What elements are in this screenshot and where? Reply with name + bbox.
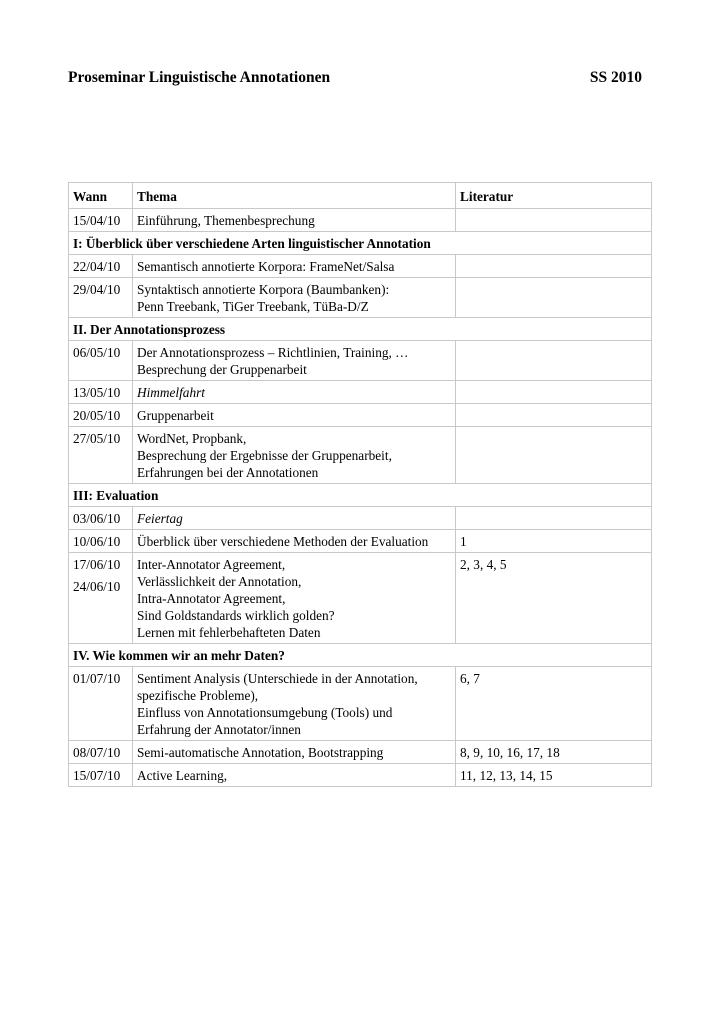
table-header-row	[69, 183, 652, 209]
literature-cell: 1	[456, 530, 652, 553]
topic-line: WordNet, Propbank,	[137, 431, 247, 446]
literature-cell	[456, 341, 652, 381]
topic-cell	[133, 764, 456, 787]
date-text: 08/07/10	[73, 745, 121, 760]
literature-cell	[456, 381, 652, 404]
topic-line: Überblick über verschiedene Methoden der Evaluation	[137, 534, 429, 549]
table-row	[69, 381, 652, 404]
literature-cell: 11, 12, 13, 14, 15	[456, 764, 652, 787]
literature-cell	[456, 427, 652, 484]
topic-line: Active Learning,	[137, 768, 228, 783]
date-cell	[69, 209, 133, 232]
date-cell	[69, 381, 133, 404]
table-row	[69, 530, 652, 553]
table-row	[69, 209, 652, 232]
date-text: 01/07/10	[73, 671, 121, 686]
topic-cell	[133, 427, 456, 484]
schedule-table	[68, 182, 652, 787]
date-text: 13/05/10	[73, 385, 121, 400]
topic-line: Penn Treebank, TiGer Treebank, TüBa-D/Z	[137, 299, 369, 314]
date-cell	[69, 278, 133, 318]
table-row	[69, 667, 652, 741]
topic-line: Erfahrungen bei der Annotationen	[137, 465, 319, 480]
date-text: 22/04/10	[73, 259, 121, 274]
table-row	[69, 427, 652, 484]
topic-line: Einführung, Themenbesprechung	[137, 213, 315, 228]
column-header-thema: Thema	[133, 183, 456, 209]
section-row	[69, 232, 652, 255]
date-cell	[69, 553, 133, 644]
date-text: 20/05/10	[73, 408, 121, 423]
section-heading: IV. Wie kommen wir an mehr Daten?	[69, 644, 652, 667]
table-row	[69, 278, 652, 318]
date-cell	[69, 404, 133, 427]
date-cell	[69, 764, 133, 787]
date-cell	[69, 427, 133, 484]
topic-cell	[133, 341, 456, 381]
topic-cell	[133, 404, 456, 427]
topic-cell	[133, 209, 456, 232]
topic-line: Besprechung der Gruppenarbeit	[137, 362, 307, 377]
topic-cell	[133, 381, 456, 404]
topic-line: Lernen mit fehlerbehafteten Daten	[137, 625, 321, 640]
date-text: 29/04/10	[73, 282, 121, 297]
table-row	[69, 553, 652, 644]
literature-cell	[456, 507, 652, 530]
date-text: 06/05/10	[73, 345, 121, 360]
topic-cell	[133, 667, 456, 741]
table-row	[69, 404, 652, 427]
table-row	[69, 507, 652, 530]
date-cell	[69, 667, 133, 741]
literature-cell: 6, 7	[456, 667, 652, 741]
date-cell	[69, 530, 133, 553]
topic-cell	[133, 278, 456, 318]
literature-cell	[456, 209, 652, 232]
topic-line: Sind Goldstandards wirklich golden?	[137, 608, 335, 623]
section-heading: II. Der Annotationsprozess	[69, 318, 652, 341]
date-text: 15/07/10	[73, 768, 121, 783]
topic-line: Gruppenarbeit	[137, 408, 214, 423]
topic-line: Inter-Annotator Agreement,	[137, 557, 286, 572]
literature-cell	[456, 255, 652, 278]
date-text: 27/05/10	[73, 431, 121, 446]
table-row	[69, 255, 652, 278]
topic-cell	[133, 553, 456, 644]
column-header-literatur: Literatur	[456, 183, 652, 209]
topic-line: Himmelfahrt	[137, 385, 205, 400]
table-row	[69, 741, 652, 764]
section-heading: III: Evaluation	[69, 484, 652, 507]
literature-cell: 2, 3, 4, 5	[456, 553, 652, 644]
topic-line: Syntaktisch annotierte Korpora (Baumbanken):	[137, 282, 390, 297]
topic-line: Semi-automatische Annotation, Bootstrapping	[137, 745, 384, 760]
topic-line: Sentiment Analysis (Unterschiede in der Annotation,	[137, 671, 418, 686]
topic-line: Einfluss von Annotationsumgebung (Tools) und	[137, 705, 393, 720]
topic-cell	[133, 741, 456, 764]
topic-cell	[133, 255, 456, 278]
topic-line: spezifische Probleme),	[137, 688, 259, 703]
date-cell	[69, 741, 133, 764]
column-header-wann: Wann	[69, 183, 133, 209]
page-header	[68, 69, 642, 87]
section-row	[69, 644, 652, 667]
table-row	[69, 764, 652, 787]
topic-line: Der Annotationsprozess – Richtlinien, Training, …	[137, 345, 409, 360]
date-text: 17/06/10	[73, 557, 121, 572]
semester-label: SS 2010	[589, 69, 642, 86]
topic-cell	[133, 507, 456, 530]
topic-line: Erfahrung der Annotator/innen	[137, 722, 301, 737]
section-row	[69, 318, 652, 341]
date-text: 15/04/10	[73, 213, 121, 228]
topic-line: Besprechung der Ergebnisse der Gruppenarbeit,	[137, 448, 392, 463]
topic-line: Semantisch annotierte Korpora: FrameNet/Salsa	[137, 259, 395, 274]
literature-cell	[456, 404, 652, 427]
topic-cell	[133, 530, 456, 553]
section-heading: I: Überblick über verschiedene Arten linguistischer Annotation	[69, 232, 652, 255]
topic-line: Intra-Annotator Agreement,	[137, 591, 286, 606]
literature-cell: 8, 9, 10, 16, 17, 18	[456, 741, 652, 764]
date-text: 24/06/10	[73, 579, 121, 594]
topic-line: Feiertag	[137, 511, 183, 526]
date-text: 10/06/10	[73, 534, 121, 549]
table-row	[69, 341, 652, 381]
topic-line: Verlässlichkeit der Annotation,	[137, 574, 302, 589]
section-row	[69, 484, 652, 507]
date-cell	[69, 255, 133, 278]
date-cell	[69, 507, 133, 530]
literature-cell	[456, 278, 652, 318]
course-title: Proseminar Linguistische Annotationen	[68, 69, 331, 86]
date-text: 03/06/10	[73, 511, 121, 526]
date-cell	[69, 341, 133, 381]
